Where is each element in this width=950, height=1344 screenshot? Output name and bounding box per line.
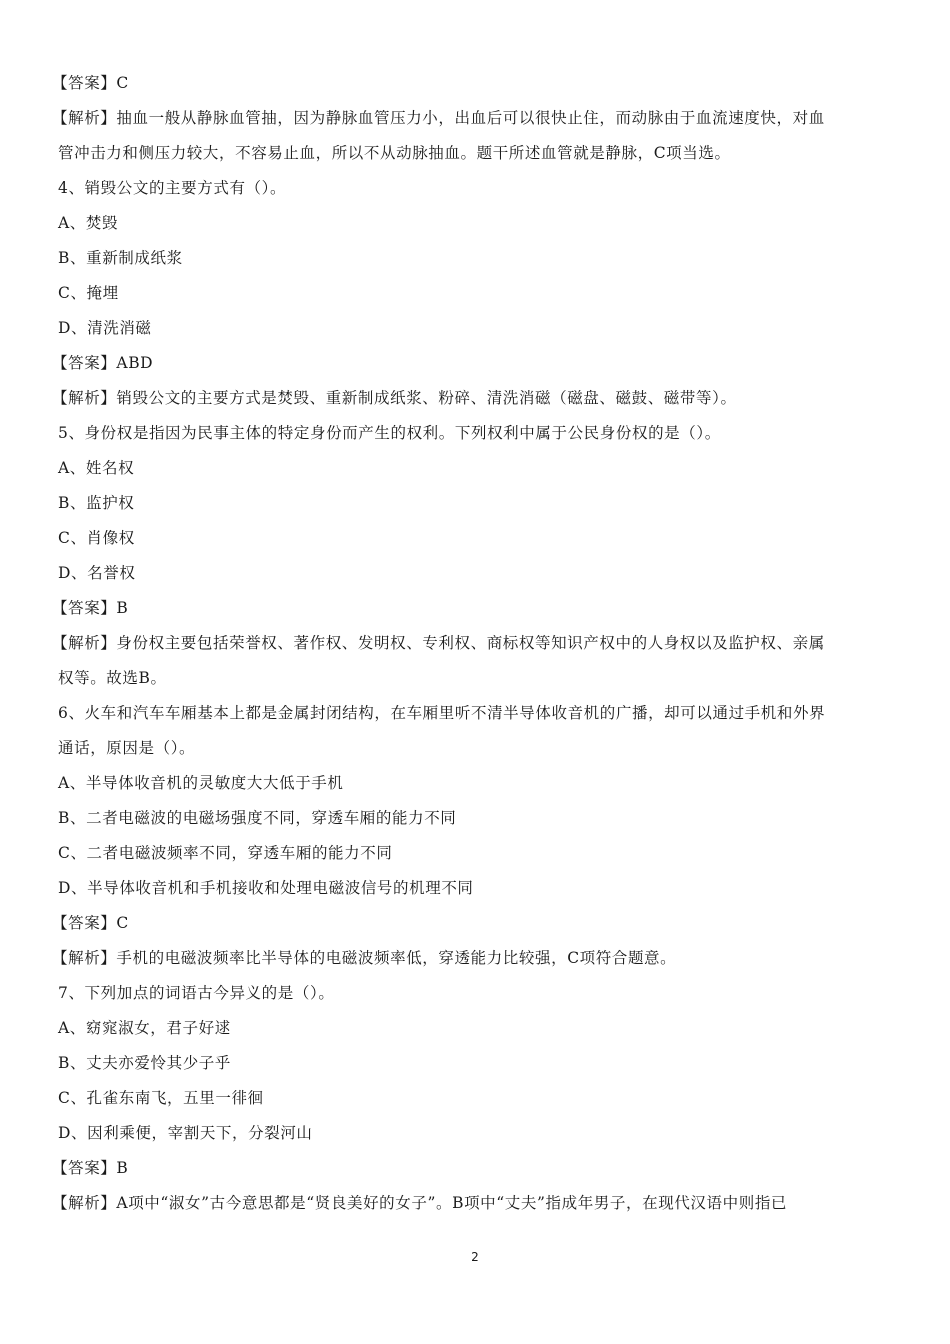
answer-line: 【答案】C: [52, 914, 129, 932]
analysis-line: 【解析】销毁公文的主要方式是焚毁、重新制成纸浆、粉碎、清洗消磁（磁盘、磁鼓、磁带等）。: [52, 389, 737, 407]
option-a: A、姓名权: [58, 459, 135, 477]
question-5: 5、身份权是指因为民事主体的特定身份而产生的权利。下列权利中属于公民身份权的是（）。: [58, 424, 721, 442]
option-d: D、半导体收音机和手机接收和处理电磁波信号的机理不同: [58, 879, 474, 897]
option-b: B、监护权: [58, 494, 135, 512]
answer-line: 【答案】ABD: [52, 354, 154, 372]
analysis-continuation: 权等。故选B。: [58, 669, 167, 687]
page-number: 2: [471, 1250, 479, 1264]
option-a: A、焚毁: [58, 214, 119, 232]
option-b: B、二者电磁波的电磁场强度不同，穿透车厢的能力不同: [58, 809, 457, 827]
question-continuation: 通话，原因是（）。: [58, 739, 196, 757]
analysis-line: 【解析】A项中“淑女”古今意思都是“贤良美好的女子”。B项中“丈夫”指成年男子，在现代汉语中则指已: [52, 1194, 788, 1212]
option-a: A、半导体收音机的灵敏度大大低于手机: [58, 774, 344, 792]
answer-line: 【答案】B: [52, 1159, 129, 1177]
option-a: A、窈窕淑女，君子好逑: [58, 1019, 231, 1037]
option-d: D、因利乘便，宰割天下，分裂河山: [58, 1124, 313, 1142]
option-c: C、二者电磁波频率不同，穿透车厢的能力不同: [58, 844, 393, 862]
analysis-continuation: 管冲击力和侧压力较大，不容易止血，所以不从动脉抽血。题干所述血管就是静脉，C项当选。: [58, 144, 731, 162]
answer-line: 【答案】B: [52, 599, 129, 617]
option-c: C、孔雀东南飞，五里一徘徊: [58, 1089, 264, 1107]
option-d: D、名誉权: [58, 564, 136, 582]
document-body: [52, 66, 894, 1221]
option-b: B、丈夫亦爱怜其少子乎: [58, 1054, 231, 1072]
option-b: B、重新制成纸浆: [58, 249, 183, 267]
analysis-line: 【解析】手机的电磁波频率比半导体的电磁波频率低，穿透能力比较强，C项符合题意。: [52, 949, 677, 967]
answer-line: 【答案】C: [52, 74, 129, 92]
option-d: D、清洗消磁: [58, 319, 152, 337]
question-6: 6、火车和汽车车厢基本上都是金属封闭结构，在车厢里听不清半导体收音机的广播，却可以通过手机和外界: [58, 704, 826, 722]
analysis-line: 【解析】身份权主要包括荣誉权、著作权、发明权、专利权、商标权等知识产权中的人身权以及监护权、亲属: [52, 634, 825, 652]
option-c: C、掩埋: [58, 284, 119, 302]
option-c: C、肖像权: [58, 529, 135, 547]
analysis-line: 【解析】抽血一般从静脉血管抽，因为静脉血管压力小，出血后可以很快止住，而动脉由于血流速度快，对血: [52, 109, 825, 127]
question-7: 7、下列加点的词语古今异义的是（）。: [58, 984, 335, 1002]
question-4: 4、销毁公文的主要方式有（）。: [58, 179, 287, 197]
